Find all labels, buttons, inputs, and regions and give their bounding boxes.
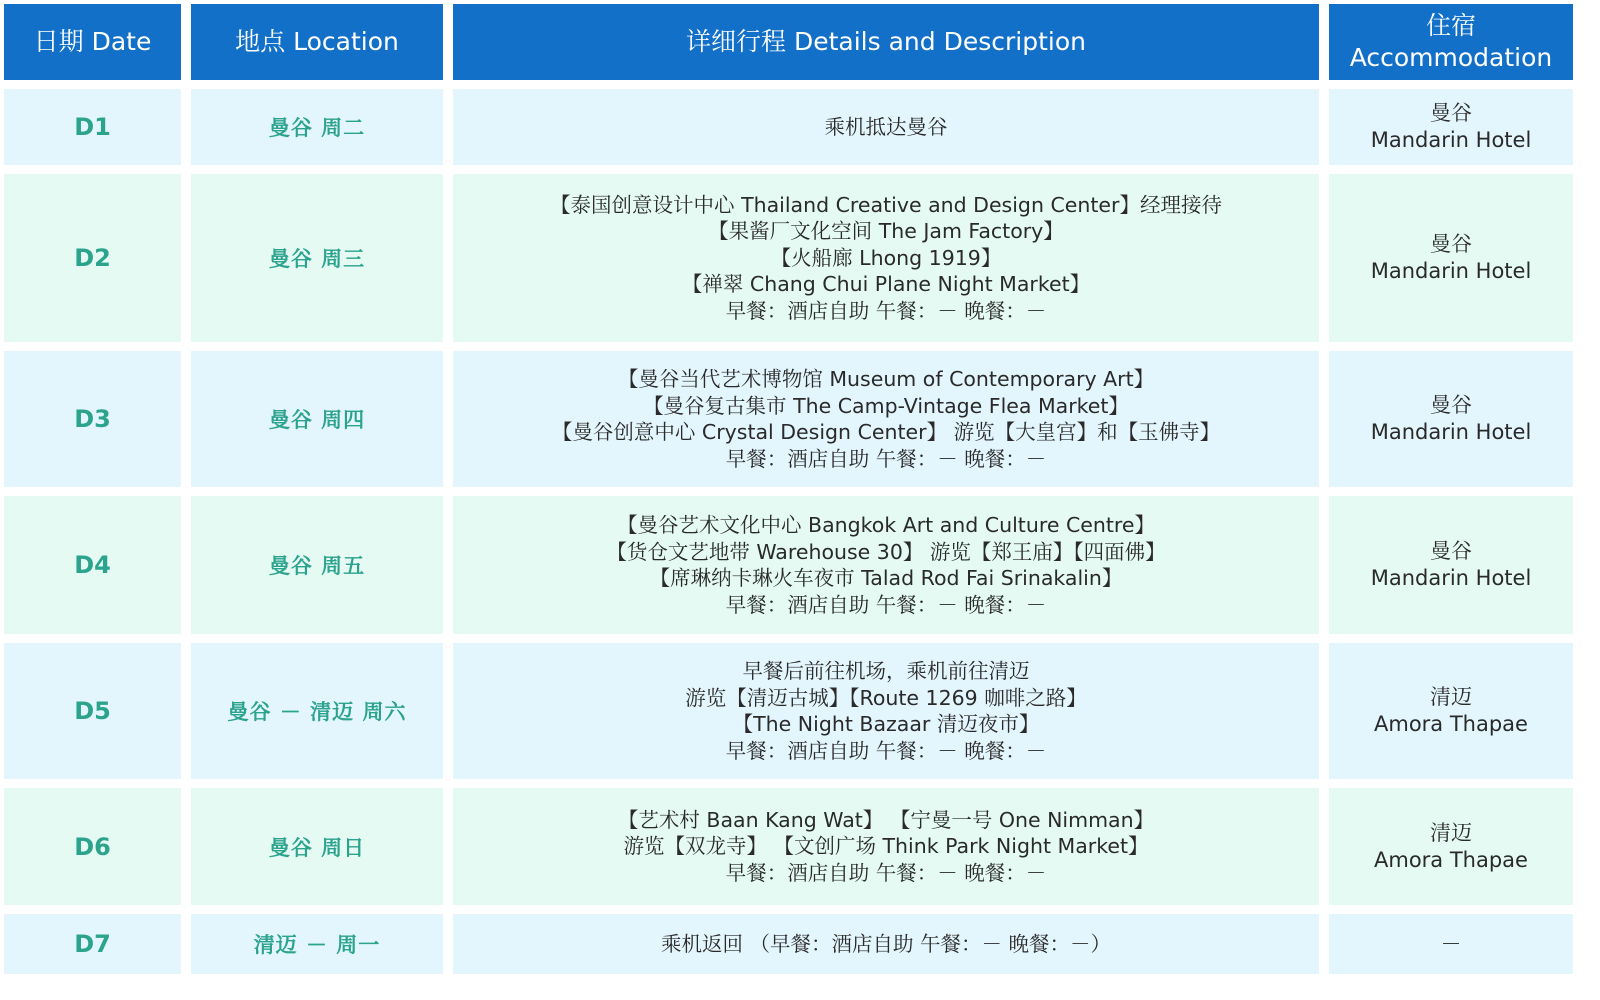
location-cell: 清迈 － 周一: [191, 914, 443, 974]
accommodation-line: Mandarin Hotel: [1370, 259, 1532, 283]
details-cell: [453, 643, 1319, 779]
details-line: 游览【清迈古城】【Route 1269 咖啡之路】: [685, 685, 1087, 710]
details-line: 【席琳纳卡琳火车夜市 Talad Rod Fai Srinakalin】: [649, 566, 1123, 590]
header-accommodation: [1329, 4, 1573, 80]
accommodation-line: －: [1440, 931, 1462, 956]
details-line: 【曼谷复古集市 The Camp-Vintage Flea Market】: [643, 393, 1129, 418]
details-cell: [453, 914, 1319, 974]
location-cell: 曼谷 周三: [191, 174, 443, 342]
details-line: 早餐后前往机场，乘机前往清迈: [742, 659, 1030, 683]
accommodation-line: 曼谷: [1430, 101, 1472, 125]
accommodation-line: Mandarin Hotel: [1370, 420, 1532, 444]
details-cell: [453, 174, 1319, 342]
day-cell: D5: [4, 643, 181, 779]
header-accommodation-line2: Accommodation: [1349, 43, 1553, 72]
accommodation-cell: [1329, 914, 1573, 974]
day-cell: D3: [4, 351, 181, 487]
details-line: 【The Night Bazaar 清迈夜市】: [732, 712, 1040, 736]
details-line: 【果酱厂文化空间 The Jam Factory】: [708, 219, 1064, 244]
accommodation-line: 曼谷: [1430, 232, 1472, 256]
details-line: 早餐：酒店自助 午餐：－ 晚餐：－: [725, 738, 1047, 763]
details-line: 早餐：酒店自助 午餐：－ 晚餐：－: [725, 860, 1047, 885]
location-cell: 曼谷 － 清迈 周六: [191, 643, 443, 779]
itinerary-table: [4, 4, 1573, 974]
accommodation-line: Amora Thapae: [1374, 847, 1528, 872]
location-cell: 曼谷 周日: [191, 788, 443, 905]
accommodation-cell: [1329, 496, 1573, 634]
day-cell: D1: [4, 89, 181, 165]
accommodation-line: 清迈: [1430, 820, 1472, 845]
details-line: 【禅翠 Chang Chui Plane Night Market】: [681, 272, 1091, 297]
details-line: 【货仓文艺地带 Warehouse 30】 游览【郑王庙】【四面佛】: [606, 539, 1166, 564]
accommodation-cell: [1329, 643, 1573, 779]
details-line: 早餐：酒店自助 午餐：－ 晚餐：－: [725, 592, 1047, 617]
day-cell: D4: [4, 496, 181, 634]
accommodation-line: Amora Thapae: [1374, 712, 1528, 736]
details-cell: [453, 89, 1319, 165]
accommodation-cell: [1329, 174, 1573, 342]
details-line: 【曼谷当代艺术博物馆 Museum of Contemporary Art】: [617, 367, 1155, 391]
accommodation-cell: [1329, 351, 1573, 487]
details-cell: [453, 351, 1319, 487]
day-cell: D7: [4, 914, 181, 974]
details-line: 【艺术村 Baan Kang Wat】 【宁曼一号 One Nimman】: [617, 807, 1155, 832]
header-details: 详细行程 Details and Description: [453, 4, 1319, 80]
header-location: 地点 Location: [191, 4, 443, 80]
day-cell: D6: [4, 788, 181, 905]
details-line: 早餐：酒店自助 午餐：－ 晚餐：－: [725, 298, 1047, 323]
details-line: 【泰国创意设计中心 Thailand Creative and Design Center】经理接待: [550, 192, 1222, 217]
details-line: 早餐：酒店自助 午餐：－ 晚餐：－: [725, 446, 1047, 471]
details-cell: [453, 788, 1319, 905]
accommodation-line: Mandarin Hotel: [1370, 566, 1532, 590]
accommodation-cell: [1329, 89, 1573, 165]
details-line: 乘机返回 （早餐：酒店自助 午餐：－ 晚餐：－）: [660, 931, 1112, 956]
accommodation-line: 清迈: [1430, 685, 1472, 709]
details-line: 【曼谷创意中心 Crystal Design Center】 游览【大皇宫】和【玉佛寺】: [551, 420, 1221, 444]
accommodation-cell: [1329, 788, 1573, 905]
header-accommodation-line1: 住宿: [1425, 11, 1476, 40]
location-cell: 曼谷 周四: [191, 351, 443, 487]
location-cell: 曼谷 周二: [191, 89, 443, 165]
day-cell: D2: [4, 174, 181, 342]
details-line: 游览【双龙寺】 【文创广场 Think Park Night Market】: [623, 834, 1149, 859]
details-line: 乘机抵达曼谷: [824, 114, 948, 139]
accommodation-line: Mandarin Hotel: [1370, 128, 1532, 152]
details-line: 【火船廊 Lhong 1919】: [770, 245, 1002, 270]
header-date: 日期 Date: [4, 4, 181, 80]
details-cell: [453, 496, 1319, 634]
location-cell: 曼谷 周五: [191, 496, 443, 634]
accommodation-line: 曼谷: [1430, 393, 1472, 417]
details-line: 【曼谷艺术文化中心 Bangkok Art and Culture Centre】: [617, 513, 1155, 537]
accommodation-line: 曼谷: [1430, 539, 1472, 563]
